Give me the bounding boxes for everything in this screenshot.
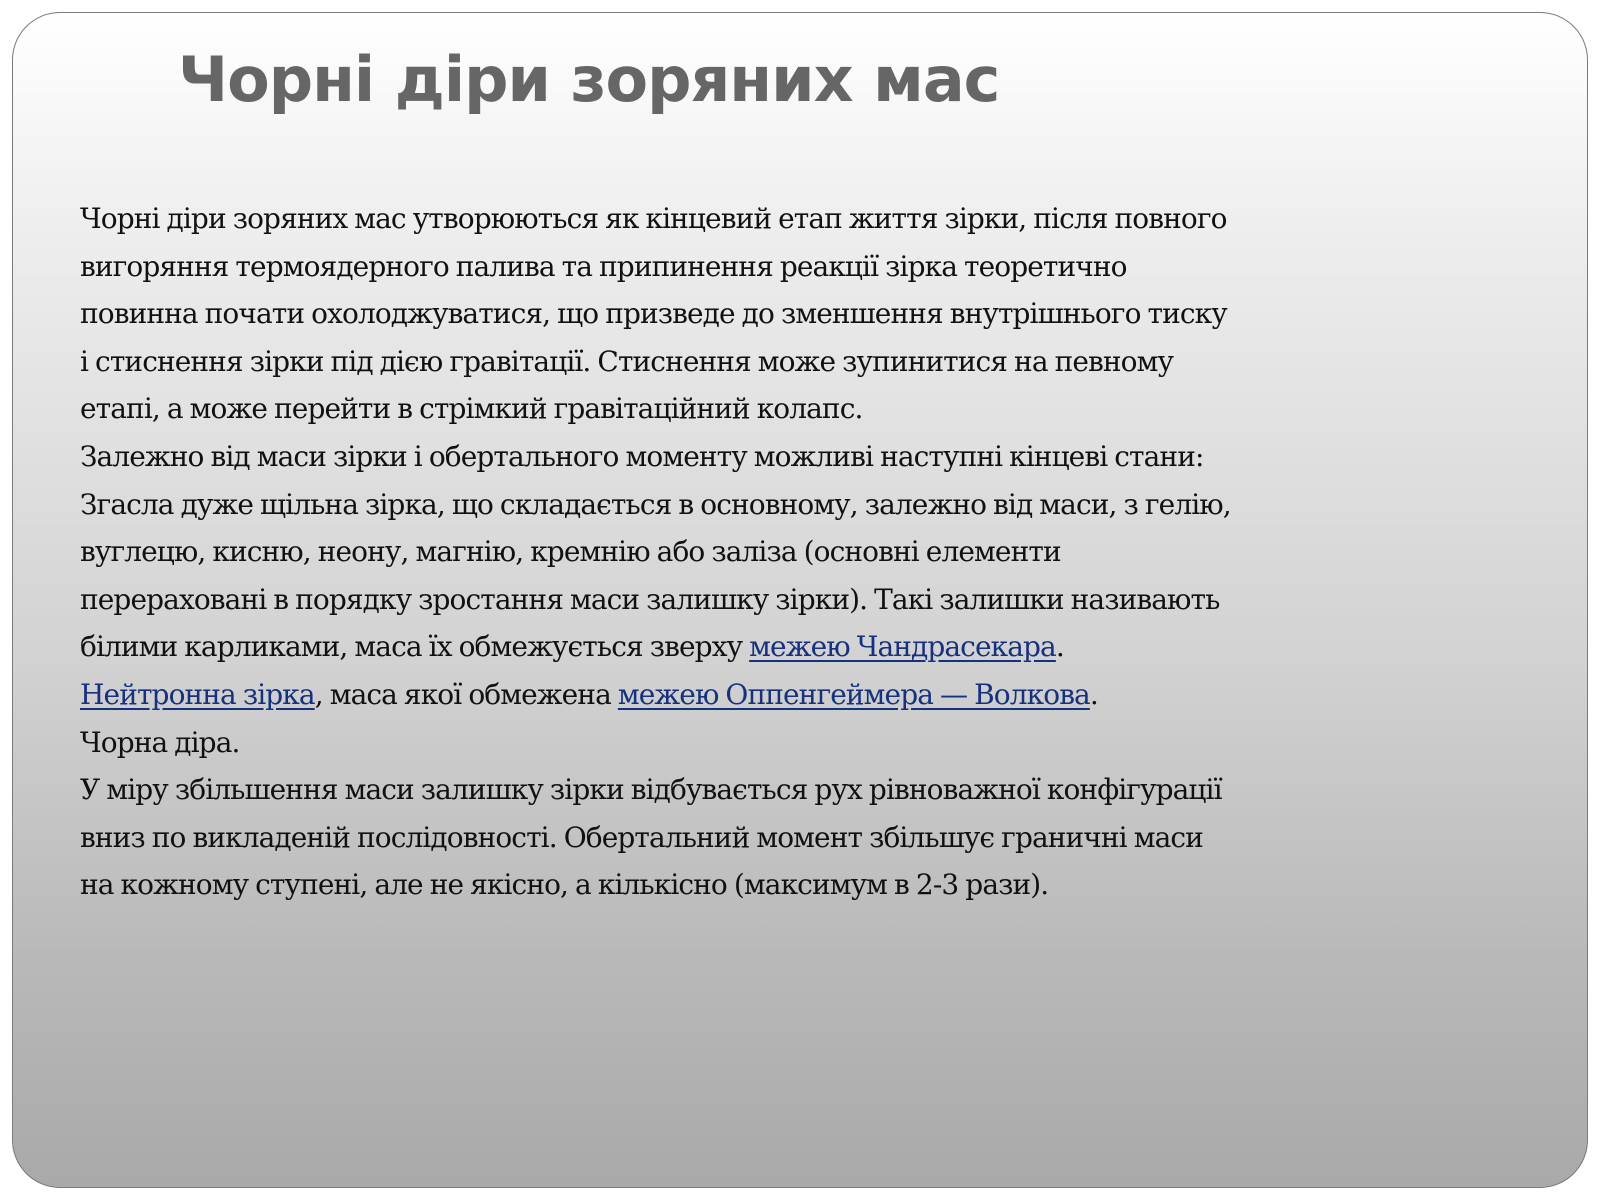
body-line: етапі, а може перейти в стрімкий гравітаційний колапс. <box>80 392 863 426</box>
body-line: У міру збільшення маси залишку зірки відбувається рух рівноважної конфігурації <box>80 773 1222 807</box>
body-line: перераховані в порядку зростання маси залишку зірки). Такі залишки називають <box>80 582 1220 616</box>
slide-body <box>80 195 1540 909</box>
body-line-with-link <box>80 623 1540 671</box>
body-line: Залежно від маси зірки і обертального моменту можливі наступні кінцеві стани: <box>80 439 1204 473</box>
body-line-with-links <box>80 671 1540 719</box>
link-neutron-star[interactable]: Нейтронна зірка <box>80 677 315 711</box>
body-line: Чорна діра. <box>80 725 240 759</box>
body-line: вигоряння термоядерного палива та припинення реакції зірка теоретично <box>80 249 1127 283</box>
body-text: . <box>1055 630 1064 664</box>
body-text: . <box>1089 677 1098 711</box>
slide <box>12 12 1588 1188</box>
body-text: білими карликами, маса їх обмежується зверху <box>80 630 750 664</box>
body-text: , маса якої обмежена <box>314 677 618 711</box>
body-line: вниз по викладеній послідовності. Обертальний момент збільшує граничні маси <box>80 820 1203 854</box>
body-line: Згасла дуже щільна зірка, що складається в основному, залежно від маси, з гелію, <box>80 487 1231 521</box>
body-line: вуглецю, кисню, неону, магнію, кремнію або заліза (основні елементи <box>80 535 1061 569</box>
body-line: повинна почати охолоджуватися, що призведе до зменшення внутрішнього тиску <box>80 297 1227 331</box>
body-line: на кожному ступені, але не якісно, а кількісно (максимум в 2-3 рази). <box>80 868 1049 902</box>
body-line: Чорні діри зоряних мас утворюються як кінцевий етап життя зірки, після повного <box>80 202 1227 235</box>
body-line: і стиснення зірки під дією гравітації. Стиснення може зупинитися на певному <box>80 344 1174 378</box>
slide-title: Чорні діри зоряних мас <box>178 43 1000 116</box>
link-chandrasekhar-limit[interactable]: межею Чандрасекара <box>749 630 1056 664</box>
link-tov-limit[interactable]: межею Оппенгеймера — Волкова <box>617 677 1090 711</box>
